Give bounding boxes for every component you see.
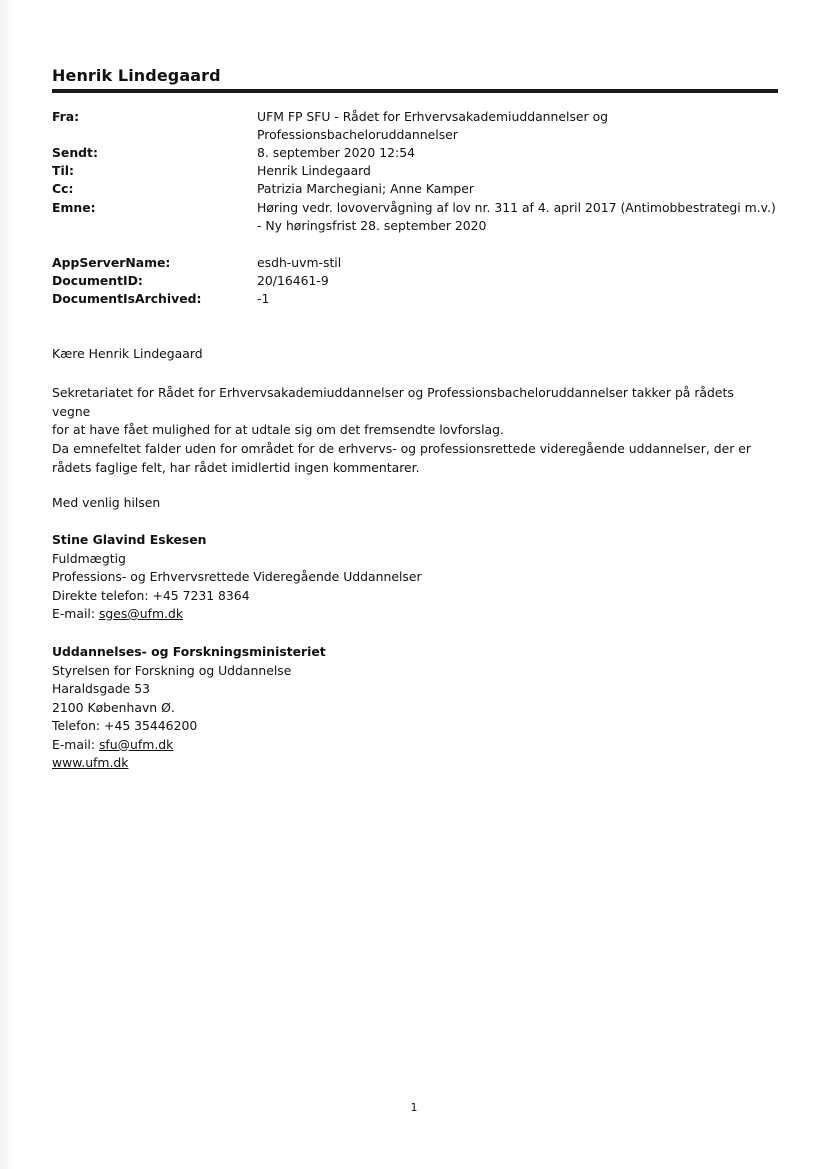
page-number: 1 — [410, 1101, 418, 1114]
ministry-name: Uddannelses- og Forskningsministeriet — [52, 644, 326, 659]
fra-value-line1: UFM FP SFU - Rådet for Erhvervsakademiuddannelser og — [257, 109, 609, 124]
emne-value-line2: - Ny høringsfrist 28. september 2020 — [257, 218, 487, 233]
agency-name: Styrelsen for Forskning og Uddannelse — [52, 662, 292, 678]
paragraph-2 — [52, 440, 776, 477]
appserver-value: esdh-uvm-stil — [257, 255, 342, 270]
greeting-text: Kære Henrik Lindegaard — [52, 346, 203, 361]
organization-city: 2100 København Ø. — [52, 699, 175, 715]
cc-label: Cc: — [52, 181, 74, 196]
greeting — [52, 345, 776, 364]
appserver-label: AppServerName: — [52, 255, 171, 270]
closing-text: Med venlig hilsen — [52, 495, 161, 510]
signature-department: Professions- og Erhvervsrettede Videregående Uddannelser — [52, 569, 422, 584]
emne-value-line1: Høring vedr. lovovervågning af lov nr. 311 af 4. april 2017 (Antimobbestrategi m.v.) — [257, 200, 776, 215]
organization-website-line — [52, 754, 776, 773]
fra-label: Fra: — [52, 109, 80, 124]
sendt-value: 8. september 2020 12:54 — [257, 145, 415, 160]
documentid-label: DocumentID: — [52, 273, 143, 288]
organization-email-line — [52, 736, 776, 755]
documentid-value: 20/16461-9 — [257, 273, 329, 288]
paragraph-2-line-1: Da emnefeltet falder uden for området for de erhvervs- og professionsrettede videregående uddannelser, der er — [52, 441, 751, 456]
signature-email-prefix: E-mail: — [52, 606, 99, 621]
emne-label: Emne: — [52, 200, 96, 215]
organization-email-link[interactable]: sfu@ufm.dk — [98, 736, 174, 752]
organization-website-link[interactable]: www.ufm.dk — [52, 755, 129, 770]
organization-email-prefix: E-mail: — [52, 736, 99, 752]
archived-value: -1 — [257, 291, 270, 306]
organization-street: Haraldsgade 53 — [52, 681, 151, 696]
signature-title: Fuldmægtig — [52, 550, 126, 566]
til-label: Til: — [52, 163, 74, 178]
signature-phone: Direkte telefon: +45 7231 8364 — [52, 587, 250, 603]
paragraph-1-line-1: Sekretariatet for Rådet for Erhvervsakademiuddannelser og Professionsbacheloruddannelser takker på rådets vegne — [52, 385, 734, 419]
archived-label: DocumentIsArchived: — [52, 291, 202, 306]
signature-block — [52, 531, 776, 624]
organization-phone: Telefon: +45 35446200 — [52, 718, 198, 733]
header-divider — [52, 89, 778, 93]
sendt-label: Sendt: — [52, 145, 98, 160]
signature-email-line — [52, 605, 776, 624]
organization-block — [52, 643, 776, 773]
scan-edge-shadow — [0, 0, 14, 1169]
cc-value: Patrizia Marchegiani; Anne Kamper — [257, 181, 474, 196]
paragraph-1 — [52, 384, 776, 440]
sender-name-heading: Henrik Lindegaard — [52, 66, 221, 85]
signature-email-link[interactable]: sges@ufm.dk — [98, 606, 184, 621]
paragraph-2-line-2: rådets faglige felt, har rådet imidlertid ingen kommentarer. — [52, 459, 420, 475]
til-value: Henrik Lindegaard — [257, 163, 371, 178]
signature-name: Stine Glavind Eskesen — [52, 532, 207, 547]
paragraph-1-line-2: for at have fået mulighed for at udtale sig om det fremsendte lovforslag. — [52, 422, 504, 437]
fra-value-line2: Professionsbacheloruddannelser — [257, 127, 458, 142]
closing — [52, 494, 776, 513]
